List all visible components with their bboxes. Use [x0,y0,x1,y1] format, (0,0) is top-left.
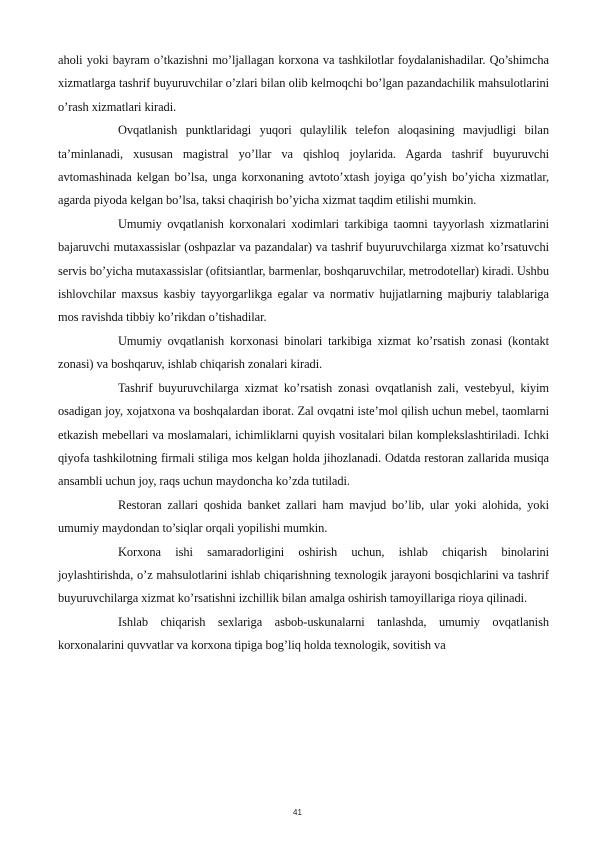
page-number: 41 [293,808,302,817]
paragraph-7: Korxona ishi samaradorligini oshirish uchun, ishlab chiqarish binolarini joylashtirishda, o’z mahsulotlarini ishlab chiqarishning texnologik jarayoni bosqichlarini va tashrif buyuruvchilarga xizmat ko’rsatishni izchillik bilan amalga oshirish tamoyillariga rioya qilinadi. [58,544,549,606]
paragraph-1: aholi yoki bayram o’tkazishni mo’ljallagan korxona va tashkilotlar foydalanishadilar. Qo’shimcha xizmatlarga tashrif buyuruvchilar o’zlari bilan olib kelmoqchi bo’lgan pazandachilik mahsulotlarini o’rash xizmatlari kiradi. [58,53,549,114]
page-body [58,49,549,658]
paragraph-4: Umumiy ovqatlanish korxonasi binolari tarkibiga xizmat ko’rsatish zonasi (kontakt zonasi) va boshqaruv, ishlab chiqarish zonalari kiradi. [58,333,549,372]
paragraph-5: Tashrif buyuruvchilarga xizmat ko’rsatish zonasi ovqatlanish zali, vestebyul, kiyim osadigan joy, xojatxona va boshqalardan iborat. Zal ovqatni iste’mol qilish uchun mebel, taomlarni etkazish mebellari va moslamalari, ichimliklarni quyish vositalari bilan komplekslashtiriladi. Ichki qiyofa tashkilotning firmali stiliga mos kelgan holda jihozlanadi. Odatda restoran zallarida musiqa ansambli uchun joy, raqs uchun maydoncha ko’zda tutiladi. [58,380,549,489]
paragraph-3: Umumiy ovqatlanish korxonalari xodimlari tarkibiga taomni tayyorlash xizmatlarini bajaruvchi mutaxassislar (oshpazlar va pazandalar) va tashrif buyuruvchilarga xizmat ko’rsatuvchi servis bo’yicha mutaxassislar (ofitsiantlar, barmenlar, boshqaruvchilar, metrodotellar) kiradi. Ushbu ishlovchilar maxsus kasbiy tayyorgarlikga egalar va normativ hujjatlarning majburiy talablariga mos ravishda tibbiy ko’rikdan o’tishadilar. [58,216,549,325]
paragraph-8: Ishlab chiqarish sexlariga asbob-uskunalarni tanlashda, umumiy ovqatlanish korxonalarini quvvatlar va korxona tipiga bog’liq holda texnologik, sovitish va [58,614,549,653]
paragraph-6: Restoran zallari qoshida banket zallari ham mavjud bo’lib, ular yoki alohida, yoki umumiy maydondan to’siqlar orqali yopilishi mumkin. [58,497,549,536]
paragraph-2: Ovqatlanish punktlaridagi yuqori qulaylilik telefon aloqasining mavjudligi bilan ta’minlanadi, xususan magistral yo’llar va qishloq joylarida. Agarda tashrif buyuruvchi avtomashinada kelgan bo’lsa, unga korxonaning avtoto’xtash joyiga qo’yish bo’yicha xizmatlar, agarda piyoda kelgan bo’lsa, taksi chaqirish bo’yicha xizmat taqdim etilishi mumkin. [58,123,549,208]
